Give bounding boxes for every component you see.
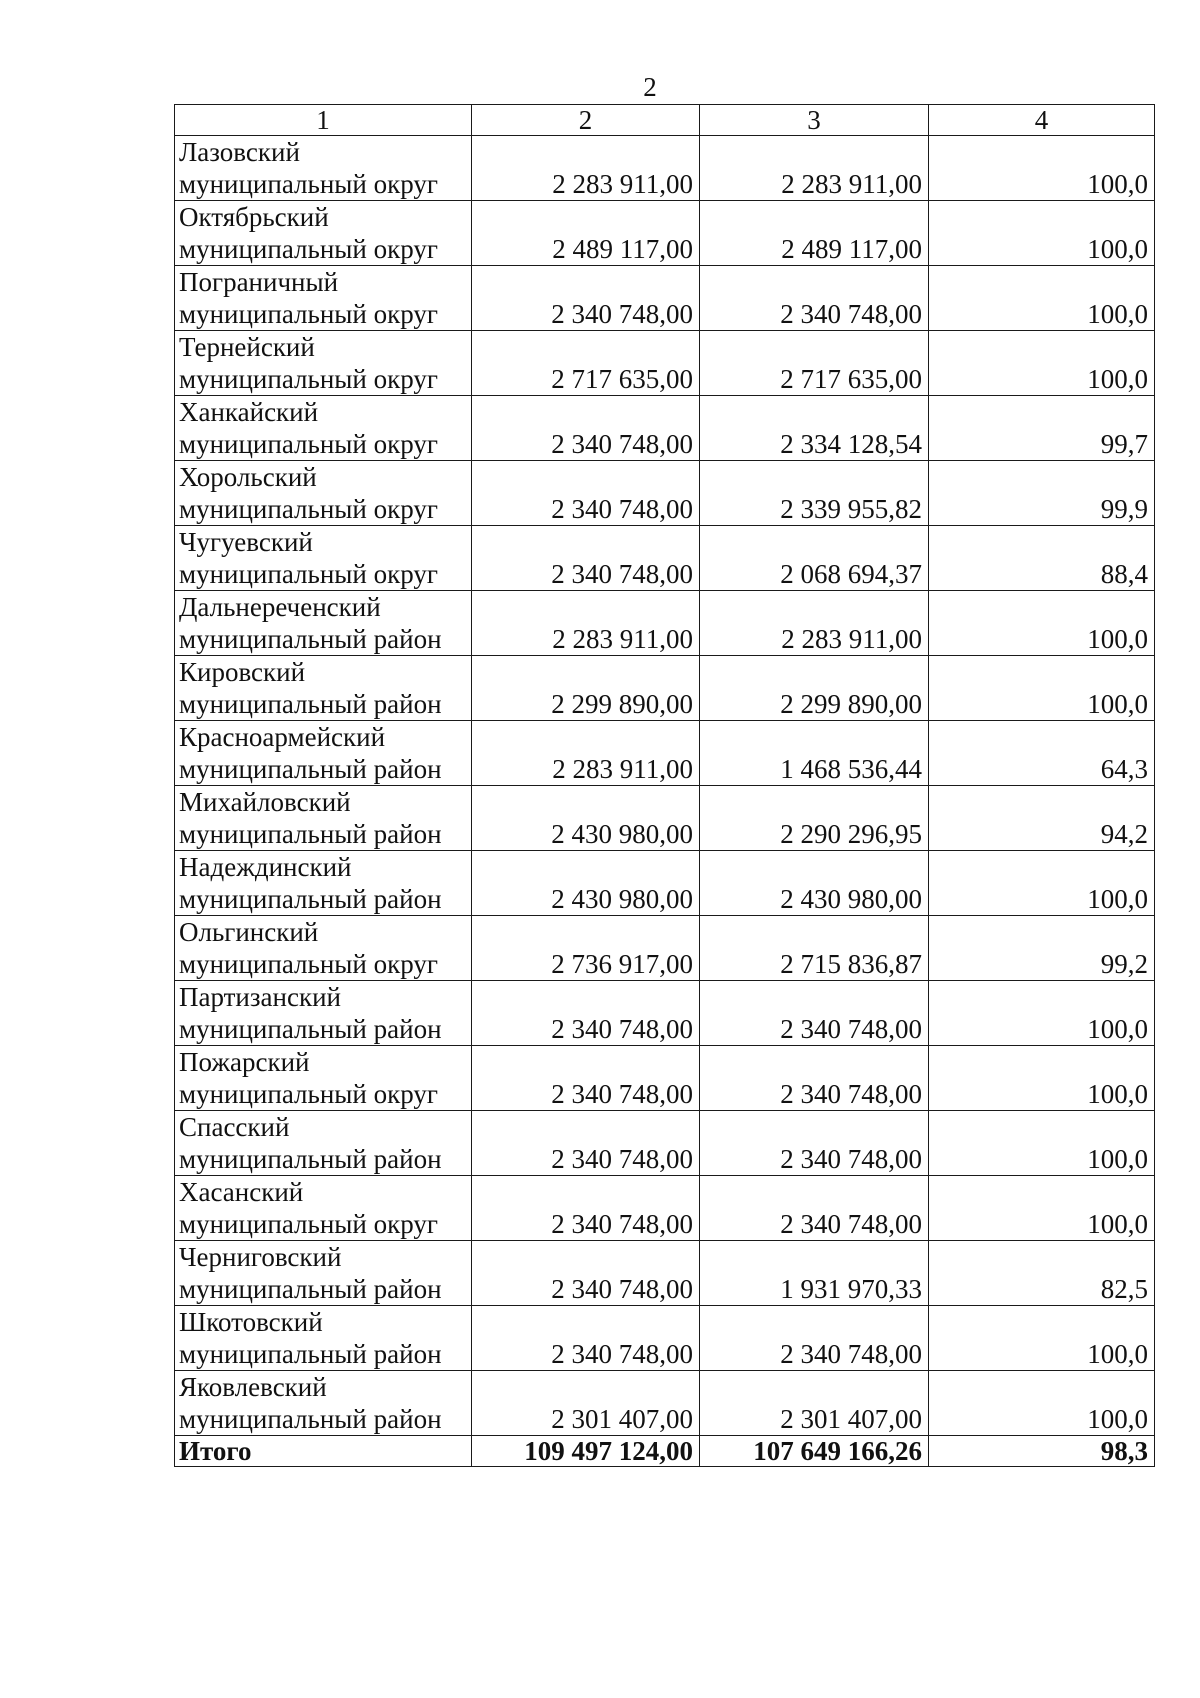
municipality-name: Пожарский bbox=[179, 1047, 310, 1077]
page-number: 2 bbox=[643, 72, 657, 102]
municipality-type: муниципальный район bbox=[179, 884, 442, 914]
planned-amount-cell: 2 340 748,00 bbox=[472, 981, 700, 1046]
actual-amount-cell: 2 430 980,00 bbox=[700, 851, 929, 916]
actual-amount-cell: 2 290 296,95 bbox=[700, 786, 929, 851]
percent-cell: 100,0 bbox=[929, 201, 1155, 266]
table-row bbox=[175, 981, 1155, 1046]
actual-amount-cell: 2 334 128,54 bbox=[700, 396, 929, 461]
municipality-name: Яковлевский bbox=[179, 1372, 327, 1402]
municipality-type: муниципальный район bbox=[179, 1339, 442, 1369]
municipality-name: Шкотовский bbox=[179, 1307, 323, 1337]
percent-cell: 100,0 bbox=[929, 1371, 1155, 1436]
table-row bbox=[175, 916, 1155, 981]
actual-amount-cell: 2 301 407,00 bbox=[700, 1371, 929, 1436]
percent-cell: 82,5 bbox=[929, 1241, 1155, 1306]
table-body bbox=[175, 105, 1155, 1467]
municipality-name-cell bbox=[175, 461, 472, 526]
municipality-name: Пограничный bbox=[179, 267, 339, 297]
table-row bbox=[175, 331, 1155, 396]
municipality-name: Ольгинский bbox=[179, 917, 319, 947]
municipality-type: муниципальный округ bbox=[179, 1079, 438, 1109]
actual-amount-cell: 1 468 536,44 bbox=[700, 721, 929, 786]
planned-amount-cell: 2 340 748,00 bbox=[472, 1241, 700, 1306]
actual-amount-cell: 1 931 970,33 bbox=[700, 1241, 929, 1306]
planned-amount-cell: 2 283 911,00 bbox=[472, 136, 700, 201]
municipality-type: муниципальный округ bbox=[179, 494, 438, 524]
municipality-name-cell bbox=[175, 1176, 472, 1241]
municipality-name-cell bbox=[175, 721, 472, 786]
municipality-name: Кировский bbox=[179, 657, 306, 687]
municipality-name: Хасанский bbox=[179, 1177, 304, 1207]
planned-amount-cell: 2 340 748,00 bbox=[472, 266, 700, 331]
percent-cell: 100,0 bbox=[929, 1306, 1155, 1371]
municipality-name-cell bbox=[175, 1241, 472, 1306]
percent-cell: 100,0 bbox=[929, 981, 1155, 1046]
actual-amount-cell: 2 340 748,00 bbox=[700, 1046, 929, 1111]
municipality-name: Хорольский bbox=[179, 462, 317, 492]
header-row bbox=[175, 105, 1155, 136]
municipality-name-cell bbox=[175, 136, 472, 201]
percent-cell: 100,0 bbox=[929, 591, 1155, 656]
actual-amount-cell: 2 489 117,00 bbox=[700, 201, 929, 266]
planned-amount-cell: 2 283 911,00 bbox=[472, 591, 700, 656]
municipality-name-cell bbox=[175, 591, 472, 656]
actual-amount-cell: 2 715 836,87 bbox=[700, 916, 929, 981]
percent-cell: 100,0 bbox=[929, 1046, 1155, 1111]
total-actual-amount: 107 649 166,26 bbox=[700, 1436, 929, 1467]
actual-amount-cell: 2 068 694,37 bbox=[700, 526, 929, 591]
planned-amount-cell: 2 299 890,00 bbox=[472, 656, 700, 721]
column-header-2: 2 bbox=[472, 105, 700, 136]
percent-cell: 100,0 bbox=[929, 656, 1155, 721]
municipality-name: Чугуевский bbox=[179, 527, 313, 557]
municipality-type: муниципальный округ bbox=[179, 364, 438, 394]
municipality-name-cell bbox=[175, 851, 472, 916]
municipality-type: муниципальный район bbox=[179, 819, 442, 849]
table-row bbox=[175, 396, 1155, 461]
municipality-name-cell bbox=[175, 1111, 472, 1176]
percent-cell: 100,0 bbox=[929, 266, 1155, 331]
municipality-type: муниципальный район bbox=[179, 1274, 442, 1304]
municipality-type: муниципальный округ bbox=[179, 169, 438, 199]
actual-amount-cell: 2 340 748,00 bbox=[700, 1176, 929, 1241]
planned-amount-cell: 2 430 980,00 bbox=[472, 851, 700, 916]
table-row bbox=[175, 201, 1155, 266]
total-label: Итого bbox=[175, 1436, 472, 1467]
municipality-name: Черниговский bbox=[179, 1242, 342, 1272]
municipality-name-cell bbox=[175, 916, 472, 981]
actual-amount-cell: 2 340 748,00 bbox=[700, 266, 929, 331]
municipality-type: муниципальный округ bbox=[179, 949, 438, 979]
municipality-type: муниципальный округ bbox=[179, 234, 438, 264]
municipality-name: Тернейский bbox=[179, 332, 315, 362]
municipality-type: муниципальный округ bbox=[179, 559, 438, 589]
municipality-name: Партизанский bbox=[179, 982, 341, 1012]
column-header-1: 1 bbox=[175, 105, 472, 136]
table-row bbox=[175, 1306, 1155, 1371]
municipality-type: муниципальный округ bbox=[179, 429, 438, 459]
municipality-name: Спасский bbox=[179, 1112, 290, 1142]
municipality-name: Красноармейский bbox=[179, 722, 386, 752]
municipality-name-cell bbox=[175, 331, 472, 396]
column-header-4: 4 bbox=[929, 105, 1155, 136]
table-row bbox=[175, 721, 1155, 786]
table-row bbox=[175, 461, 1155, 526]
actual-amount-cell: 2 717 635,00 bbox=[700, 331, 929, 396]
municipality-type: муниципальный район bbox=[179, 689, 442, 719]
table-row bbox=[175, 1111, 1155, 1176]
planned-amount-cell: 2 301 407,00 bbox=[472, 1371, 700, 1436]
column-header-3: 3 bbox=[700, 105, 929, 136]
planned-amount-cell: 2 489 117,00 bbox=[472, 201, 700, 266]
municipality-type: муниципальный район bbox=[179, 754, 442, 784]
planned-amount-cell: 2 736 917,00 bbox=[472, 916, 700, 981]
percent-cell: 99,7 bbox=[929, 396, 1155, 461]
municipality-type: муниципальный район bbox=[179, 1144, 442, 1174]
percent-cell: 94,2 bbox=[929, 786, 1155, 851]
table-row bbox=[175, 1046, 1155, 1111]
table-row bbox=[175, 786, 1155, 851]
municipality-name-cell bbox=[175, 526, 472, 591]
municipality-name: Ханкайский bbox=[179, 397, 319, 427]
municipality-type: муниципальный округ bbox=[179, 1209, 438, 1239]
planned-amount-cell: 2 340 748,00 bbox=[472, 1176, 700, 1241]
actual-amount-cell: 2 283 911,00 bbox=[700, 591, 929, 656]
planned-amount-cell: 2 340 748,00 bbox=[472, 1306, 700, 1371]
municipality-name-cell bbox=[175, 981, 472, 1046]
percent-cell: 99,9 bbox=[929, 461, 1155, 526]
table-row bbox=[175, 851, 1155, 916]
percent-cell: 64,3 bbox=[929, 721, 1155, 786]
municipality-name-cell bbox=[175, 201, 472, 266]
planned-amount-cell: 2 340 748,00 bbox=[472, 1046, 700, 1111]
planned-amount-cell: 2 340 748,00 bbox=[472, 461, 700, 526]
percent-cell: 100,0 bbox=[929, 136, 1155, 201]
municipality-type: муниципальный район bbox=[179, 1404, 442, 1434]
total-planned-amount: 109 497 124,00 bbox=[472, 1436, 700, 1467]
municipality-name-cell bbox=[175, 1306, 472, 1371]
planned-amount-cell: 2 340 748,00 bbox=[472, 1111, 700, 1176]
planned-amount-cell: 2 283 911,00 bbox=[472, 721, 700, 786]
percent-cell: 88,4 bbox=[929, 526, 1155, 591]
data-table bbox=[174, 104, 1155, 1467]
actual-amount-cell: 2 340 748,00 bbox=[700, 1306, 929, 1371]
planned-amount-cell: 2 340 748,00 bbox=[472, 396, 700, 461]
municipality-name: Октябрьский bbox=[179, 202, 329, 232]
planned-amount-cell: 2 717 635,00 bbox=[472, 331, 700, 396]
percent-cell: 100,0 bbox=[929, 1176, 1155, 1241]
municipality-type: муниципальный район bbox=[179, 1014, 442, 1044]
actual-amount-cell: 2 339 955,82 bbox=[700, 461, 929, 526]
table-row bbox=[175, 136, 1155, 201]
planned-amount-cell: 2 430 980,00 bbox=[472, 786, 700, 851]
municipality-type: муниципальный округ bbox=[179, 299, 438, 329]
table-row bbox=[175, 526, 1155, 591]
municipality-type: муниципальный район bbox=[179, 624, 442, 654]
municipality-name: Михайловский bbox=[179, 787, 351, 817]
table-row bbox=[175, 266, 1155, 331]
municipality-name-cell bbox=[175, 266, 472, 331]
municipality-name-cell bbox=[175, 1046, 472, 1111]
municipality-name-cell bbox=[175, 396, 472, 461]
table-row bbox=[175, 1371, 1155, 1436]
municipality-name: Дальнереченский bbox=[179, 592, 381, 622]
percent-cell: 100,0 bbox=[929, 331, 1155, 396]
table-row bbox=[175, 1176, 1155, 1241]
municipality-name-cell bbox=[175, 786, 472, 851]
percent-cell: 100,0 bbox=[929, 1111, 1155, 1176]
table-row bbox=[175, 656, 1155, 721]
actual-amount-cell: 2 283 911,00 bbox=[700, 136, 929, 201]
planned-amount-cell: 2 340 748,00 bbox=[472, 526, 700, 591]
actual-amount-cell: 2 340 748,00 bbox=[700, 981, 929, 1046]
total-row bbox=[175, 1436, 1155, 1467]
percent-cell: 99,2 bbox=[929, 916, 1155, 981]
total-percent: 98,3 bbox=[929, 1436, 1155, 1467]
municipality-name: Лазовский bbox=[179, 137, 300, 167]
municipality-name: Надеждинский bbox=[179, 852, 352, 882]
actual-amount-cell: 2 299 890,00 bbox=[700, 656, 929, 721]
municipality-name-cell bbox=[175, 656, 472, 721]
table-row bbox=[175, 1241, 1155, 1306]
table-row bbox=[175, 591, 1155, 656]
actual-amount-cell: 2 340 748,00 bbox=[700, 1111, 929, 1176]
municipality-name-cell bbox=[175, 1371, 472, 1436]
percent-cell: 100,0 bbox=[929, 851, 1155, 916]
